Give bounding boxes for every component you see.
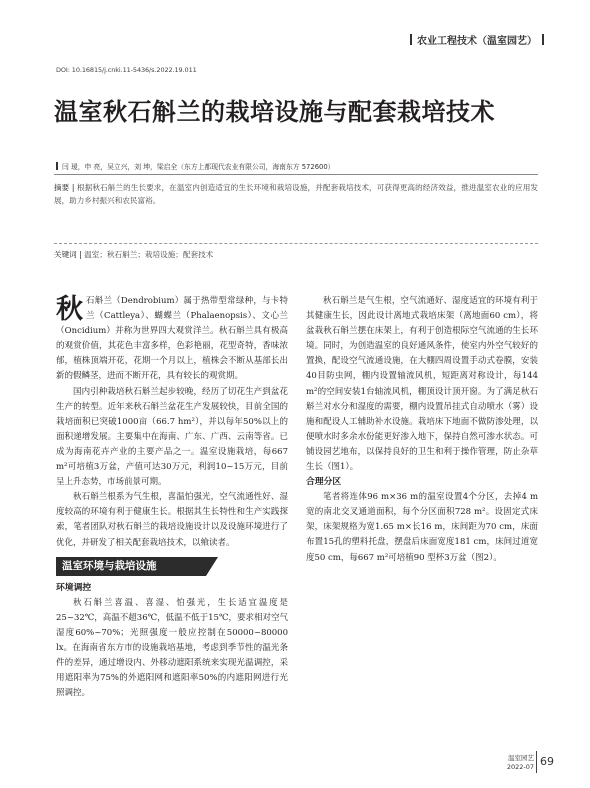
section-tag-bar-left: [410, 34, 412, 45]
section-tag: [410, 32, 544, 47]
intro-paragraph-1-text: 石斛兰（Dendrobium）属于热带型常绿种，与卡特兰（Cattleya）、蝴蝶兰（Phalaenopsis）、文心兰（Oncidium）并称为世界四大观赏洋兰。秋石斛兰具有极高的观赏价值，其花色丰富多样，色彩艳丽，花型奇特，香味浓郁，植株顶端开花，花期一个月以上，植株会不断从基部长出新的假鳞茎，进而不断开花，具有较长的观赏期。: [56, 296, 288, 382]
section-tag-bar-right: [542, 34, 544, 45]
subheading-environment-control: 环境调控: [56, 582, 92, 593]
doi-line: DOI: 10.16815/j.cnki.11-5436/s.2022.19.011: [56, 66, 197, 74]
footer-issue: 2022-07: [506, 763, 534, 771]
keywords-text: 温室；秋石斛兰；栽培设施；配套技术: [84, 250, 214, 259]
author-bar: [56, 162, 58, 170]
abstract-block: [54, 174, 538, 207]
drop-cap: 秋: [56, 294, 83, 325]
footer-divider: [536, 751, 537, 773]
abstract-text: 根据秋石斛兰的生长要求，在温室内创造适宜的生长环境和栽培设施，并配套栽培技术，可获得更高的经济效益，推进温室农业的应用发展，助力乡村振兴和农民富裕。: [54, 183, 538, 205]
environment-paragraph-2: 秋石斛兰是气生根，空气流通好、湿度适宜的环境有利于其健康生长，因此设计离地式栽培床架（离地面60 cm），将盆栽秋石斛兰摆在床架上，有利于创造根际空气流通的生长环境。同时，为创造温室的良好通风条件，使室内外空气较好的置换，配设空气流通设施，在大棚四周设置手动式卷膜，安装40目防虫网，棚内设置轴流风机，短距离对称设计，每144 m²的空间安装1台轴流风机，棚顶设计顶开窗。为了满足秋石斛兰对水分和湿度的需要，棚内设置吊挂式自动喷水（雾）设施和配设人工辅助补水设施。栽培床下地面不做防渗处理，以便喷水时多余水份能更好渗入地下，保持自然可渗水状态。可铺设园艺地布，以保持良好的卫生和利于操作管理，防止杂草生长（图1）。: [306, 296, 538, 473]
author-text: 闫 瑷，申 亮，吴立兴，刘 坤，梁启全（东方上都现代农业有限公司，海南东方 572600）: [62, 163, 335, 171]
body-column-left: [56, 294, 288, 701]
keywords-label: 关键词 |: [54, 250, 85, 259]
intro-paragraph-1: [56, 294, 288, 385]
intro-paragraph-2: 国内引种栽培秋石斛兰起步较晚，经历了切花生产到盆花生产的转型。近年来秋石斛兰盆花生产发展较快，目前全国的栽培面积已突破1000亩（66.7 hm²），并以每年50%以上的面积递增发展。主要集中在海南、广东、广西、云南等省。已成为海南花卉产业的主要产品之一。温室设施栽培，每667 m²可培植3万盆，产值可达30万元，利润10~15万元，目前呈上升态势，市场前景可期。: [56, 386, 288, 488]
footer-journal: [494, 754, 534, 772]
section-heading-environment: 温室环境与栽培设施: [56, 557, 206, 576]
subheading-zoning: 合理分区: [306, 477, 342, 488]
intro-paragraph-3: 秋石斛兰根系为气生根，喜温怕强光，空气流通性好、湿度较高的环境有利于健康生长。根据其生长特性和生产实践探索，笔者团队对秋石斛兰的栽培设施设计以及设施环境进行了优化，并研发了相关配套栽培技术，以飨读者。: [56, 492, 288, 548]
page-number: 69: [540, 755, 554, 768]
keywords-block: [54, 243, 538, 260]
footer-journal-name: 温室园艺: [508, 754, 534, 762]
zoning-paragraph-1: 笔者将连体96 m×36 m的温室设置4个分区，去掉4 m宽的南北交叉通道面积，每个分区面积728 m²。设固定式床架，床架规格为宽1.65 m×长16 m，床间距为70 cm，床面布置15孔的塑料托盘，摆盘后床面宽度181 cm，床间过道宽度50 cm，每667 m²可培植90 型杯3万盆（图2）。: [306, 492, 538, 563]
body-column-right: [306, 294, 538, 566]
author-line: [56, 161, 334, 171]
article-title: 温室秋石斛兰的栽培设施与配套栽培技术: [54, 98, 495, 126]
environment-paragraph-1: 秋石斛兰喜温、喜湿、怕强光，生长适宜温度是25~32℃，高温不超36℃，低温不低于15℃，要求相对空气湿度60%~70%；光照强度一般应控制在50000~80000 lx。在海南省东方市的设施栽培基地，考虑到季节性的温光条件的差异，通过增设内、外移动遮阳系统来实现光温调控，采用遮阳率为75%的外遮阳网和遮阳率50%的内遮阳网进行光照调控。: [56, 597, 288, 699]
section-tag-label: 农业工程技术（温室园艺）: [417, 36, 537, 47]
abstract-label: 摘要 |: [54, 183, 77, 192]
